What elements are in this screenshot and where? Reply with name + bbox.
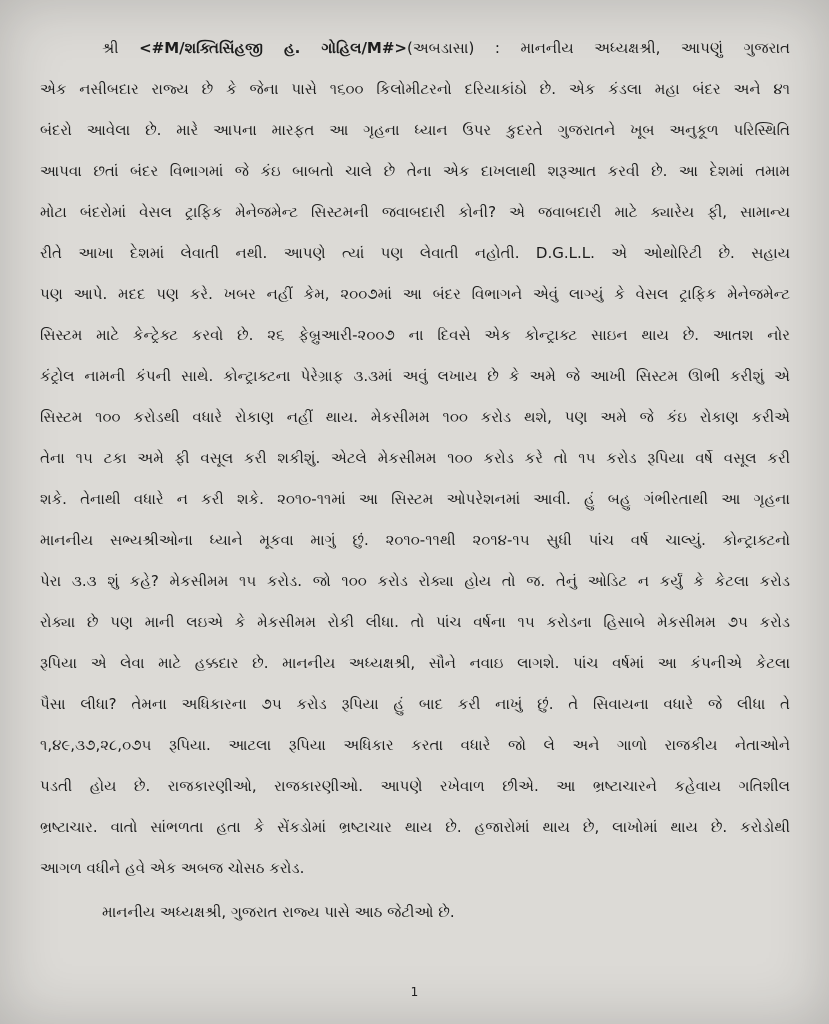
speech-line: ભ્રષ્ટાચાર. વાતો સાંભળતા હતા કે સેંકડોમાં ભ્રષ્ટાચાર થાય છે. હજારોમાં થાય છે, લાખોમાં થાય છે. કરોડોથી: [40, 818, 790, 836]
speaker-prefix: શ્રી: [102, 39, 140, 57]
speech-line: મોટા બંદરોમાં વેસલ ટ્રાફિક મેનેજમેન્ટ સિસ્ટમની જવાબદારી કોની? એ જવાબદારી માટે ક્યારેય ફી, સામાન્ય: [40, 203, 790, 221]
speech-line: સિસ્ટમ ૧૦૦ કરોડથી વધારે રોકાણ નહીં થાય. મેકસીમમ ૧૦૦ કરોડ થશે, પણ અમે જે કંઇ રોકાણ કરીએ: [40, 408, 790, 426]
speech-line: આપવા છતાં બંદર વિભાગમાં જે કંઇ બાબતો ચાલે છે તેના એક દાખલાથી શરૂઆત કરવી છે. આ દેશમાં તમામ: [40, 162, 790, 180]
page-number: 1: [410, 985, 419, 999]
speech-line: કંટ્રોલ નામની કંપની સાથે. કોન્ટ્રાક્ટના પેરેગ્રાફ ૩.૩માં અવું લખાય છે કે અમે જે આખી સિસ્ટમ ઊભી કરીશું એ: [40, 367, 790, 385]
speech-line: સિસ્ટમ માટે કેન્ટ્રેક્ટ કરવો છે. ૨૬ ફેબ્રુઆરી-૨૦૦૭ ના દિવસે એક કોન્ટ્રાક્ટ સાઇન થાય છે. આતશ નોર: [40, 326, 790, 344]
speech-line: એક નસીબદાર રાજ્ય છે કે જેના પાસે ૧૬૦૦ કિલોમીટરનો દરિયાકાંઠો છે. એક કંડલા મહા બંદર અને ૪૧: [40, 80, 790, 98]
speech-line: બંદરો આવેલા છે. મારે આપના મારફત આ ગૃહના ધ્યાન ઉપર કુદરતે ગુજરાતને ખૂબ અનુકૂળ પરિસ્થિતિ: [40, 121, 790, 139]
speech-line: રીતે આખા દેશમાં લેવાતી નથી. આપણે ત્યાં પણ લેવાતી નહોતી. D.G.L.L. એ ઓથોરિટી છે. સહાય: [40, 244, 790, 262]
speech-line: પડતી હોય છે. રાજકારણીઓ, રાજકારણીઓ. આપણે રખેવાળ છીએ. આ ભ્રષ્ટાચારને કહેવાય ગતિશીલ: [40, 777, 790, 795]
speaker-constituency-address: (અબડાસા) : માનનીય અધ્યક્ષશ્રી, આપણું ગુજરાત: [407, 39, 790, 57]
speech-line: માનનીય સભ્યશ્રીઓના ધ્યાને મૂકવા માગું છું. ૨૦૧૦-૧૧થી ૨૦૧૪-૧૫ સુધી પાંચ વર્ષ ચાલ્યું. કોન્ટ્રાક્ટનો: [40, 531, 790, 549]
speech-line: તેના ૧૫ ટકા અમે ફી વસૂલ કરી શકીશું. એટલે મેકસીમમ ૧૦૦ કરોડ કરે તો ૧૫ કરોડ રૂપિયા વર્ષે વસૂલ કરી: [40, 449, 790, 467]
speech-first-line: [102, 38, 790, 58]
speech-line: ૧,૪૯,૩૭,૨૮,૦૭૫ રૂપિયા. આટલા રૂપિયા અધિકાર કરતા વધારે જો લે અને ગાળો રાજકીય નેતાઓને: [40, 736, 790, 754]
speech-line: રૂપિયા એ લેવા માટે હક્કદાર છે. માનનીય અધ્યક્ષશ્રી, સૌને નવાઇ લાગશે. પાંચ વર્ષમાં આ કંપનીએ કેટલા: [40, 654, 790, 672]
speech-line: આગળ વધીને હવે એક અબજ ચોસઠ કરોડ.: [40, 859, 305, 877]
speech-line: રોક્યા છે પણ માની લઇએ કે મેકસીમમ રોકી લીધા. તો પાંચ વર્ષના ૧૫ કરોડના હિસાબે મેકસીમમ ૭૫ કરોડ: [40, 613, 790, 631]
speech-line: પેરા ૩.૩ શું કહે? મેકસીમમ ૧૫ કરોડ. જો ૧૦૦ કરોડ રોક્યા હોય તો જ. તેનું ઓડિટ ન કર્યું કે કેટલા કરોડ: [40, 572, 790, 590]
speech-line: પણ આપે. મદદ પણ કરે. ખબર નહીં કેમ, ૨૦૦૭માં આ બંદર વિભાગને એવું લાગ્યું કે વેસલ ટ્રાફિક મેનેજમેન્ટ: [40, 285, 790, 303]
second-paragraph: માનનીય અધ્યક્ષશ્રી, ગુજરાત રાજ્ય પાસે આઠ જેટીઓ છે.: [102, 903, 455, 921]
speech-line: પૈસા લીધા? તેમના અધિકારના ૭૫ કરોડ રૂપિયા હું બાદ કરી નાખું છું. તે સિવાયના વધારે જે લીધા તે: [40, 695, 790, 713]
speaker-tag: <#M/શક્તિસિંહજી હ. ગોહિલ/M#>: [139, 39, 407, 57]
speech-line: શકે. તેનાથી વધારે ન કરી શકે. ૨૦૧૦-૧૧માં આ સિસ્ટમ ઓપરેશનમાં આવી. હું બહુ ગંભીરતાથી આ ગૃહના: [40, 490, 790, 508]
